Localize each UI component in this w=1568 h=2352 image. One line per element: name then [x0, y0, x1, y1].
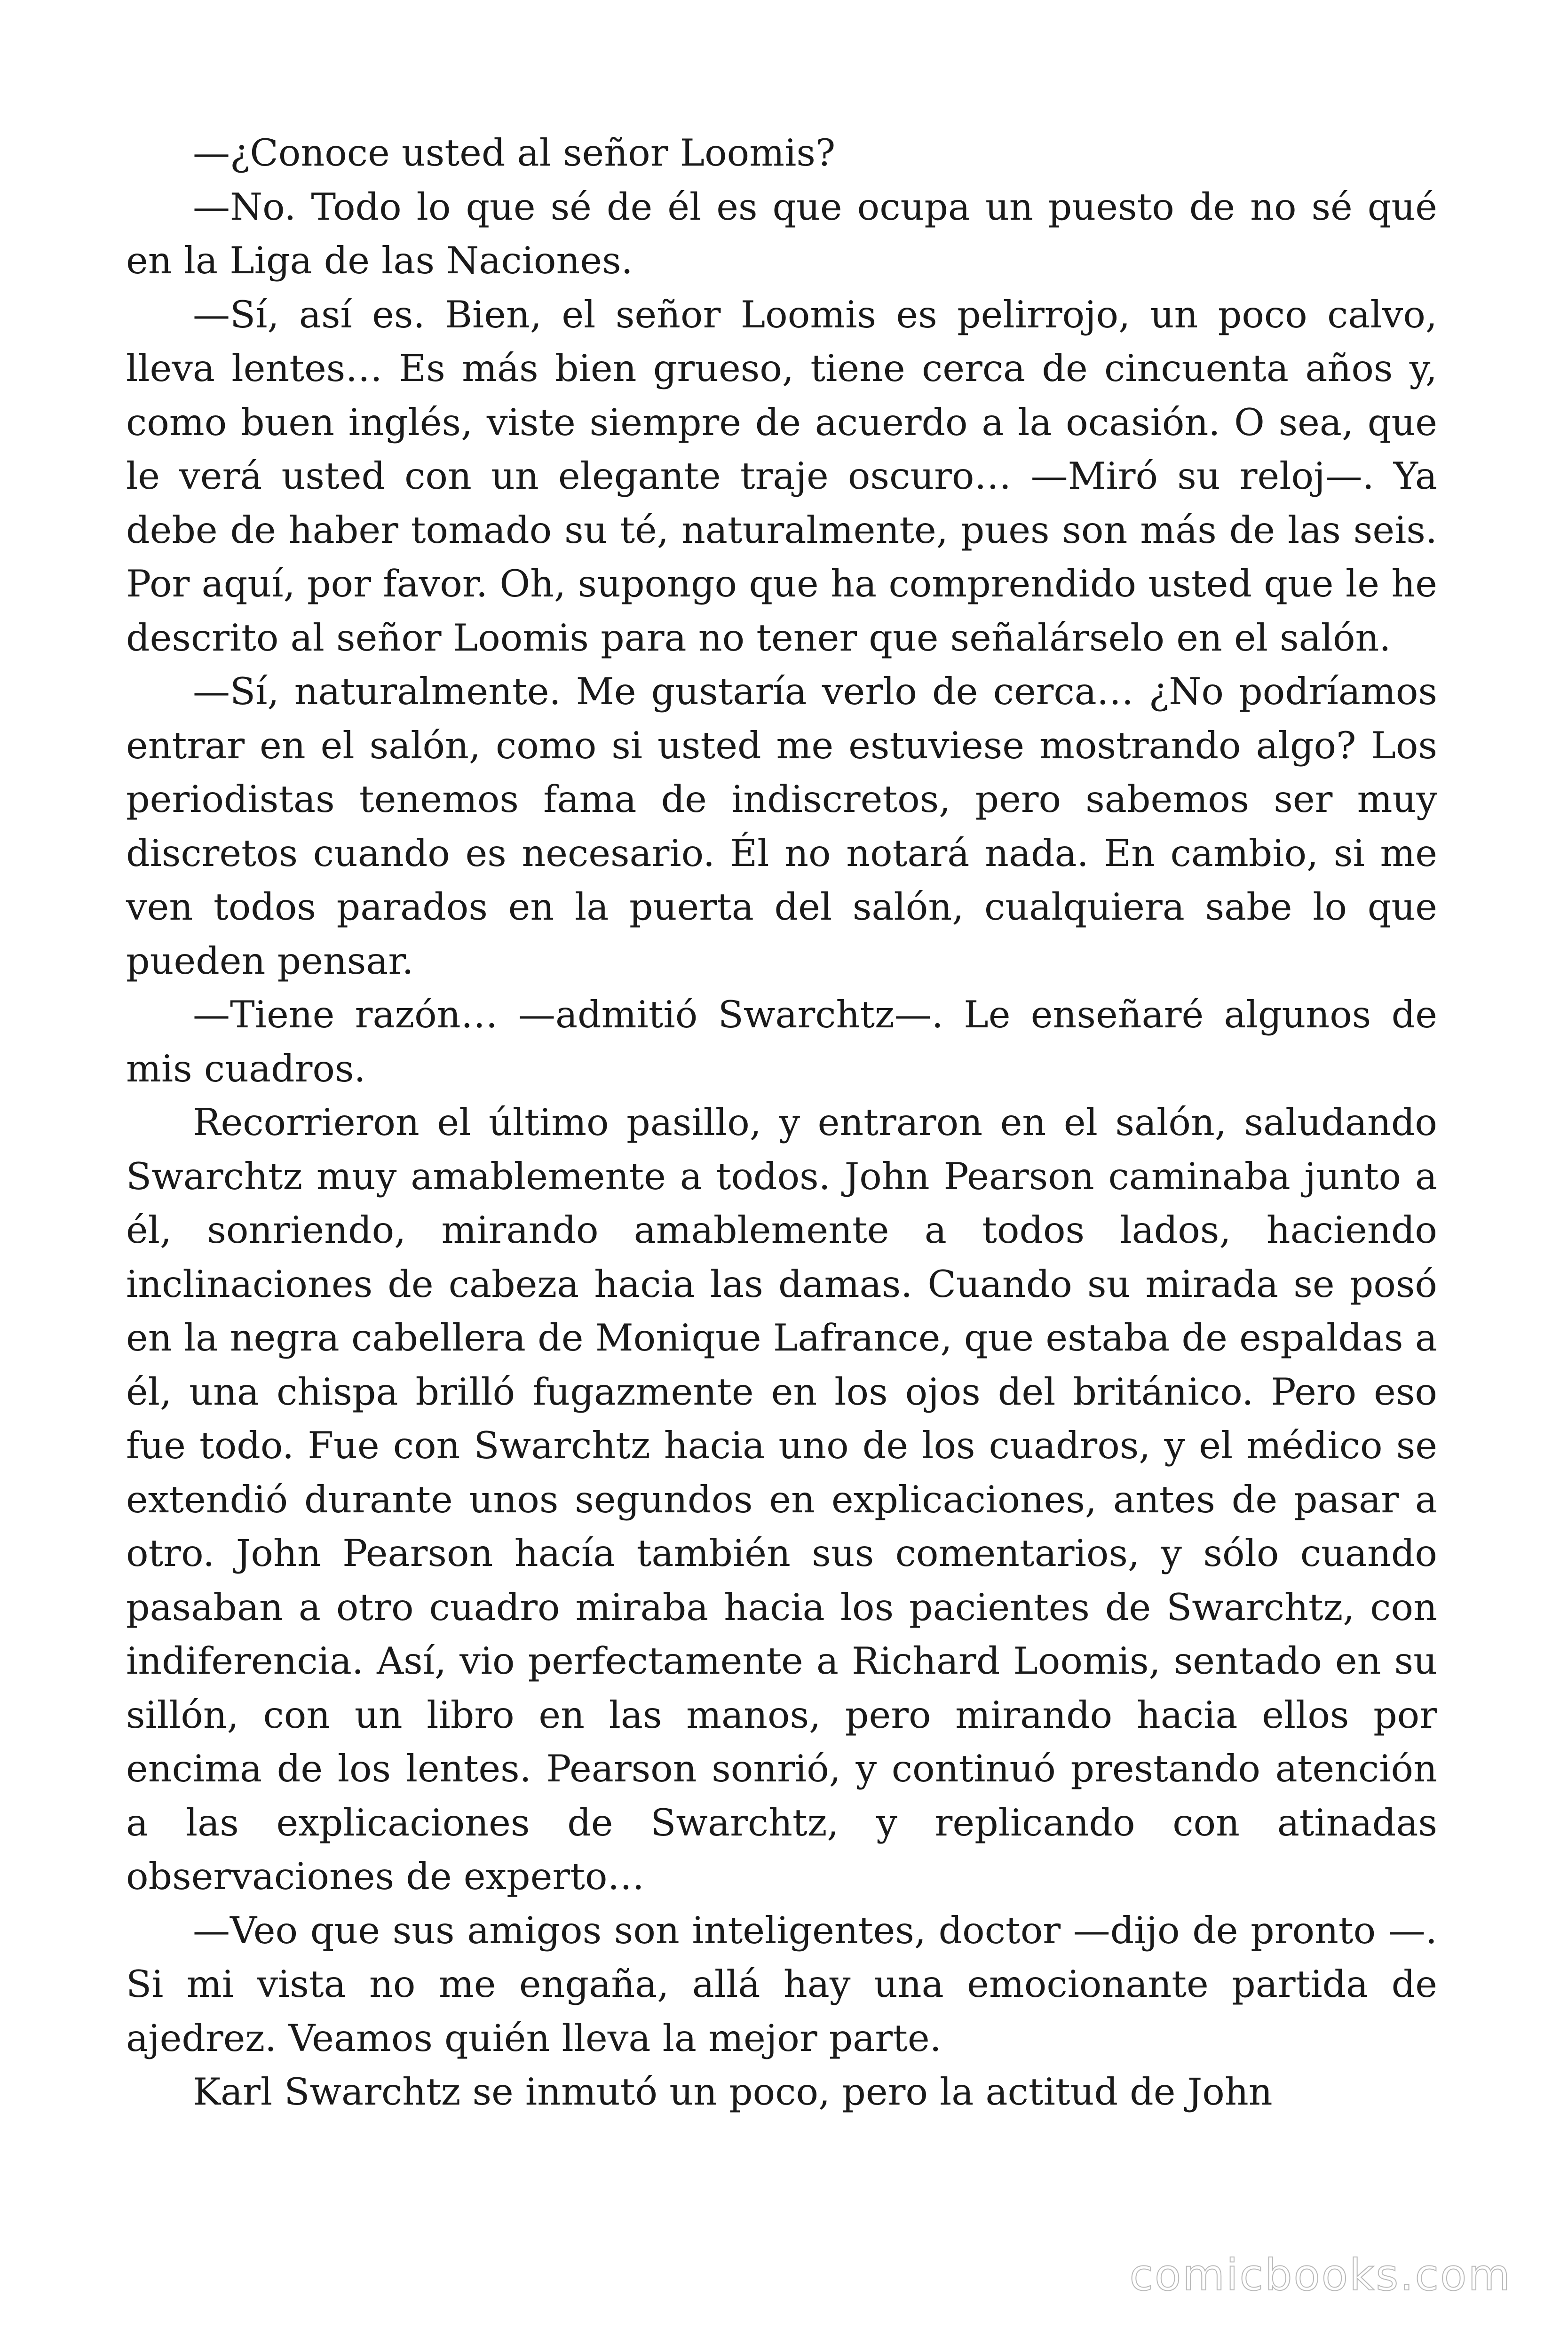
paragraph: —¿Conoce usted al señor Loomis?	[193, 131, 836, 175]
paragraph: —Sí, así es. Bien, el señor Loomis es pelirrojo, un poco calvo, lleva lentes… Es más bien grueso, tiene cerca de cincuenta años y, como buen inglés, viste siempre de acuerdo a la ocasión. O sea, que le verá usted con un elegante traje oscuro… —Miró su reloj—. Ya debe de haber tomado su té, naturalmente, pues son más de las seis. Por aquí, por favor. Oh, supongo que ha comprendido usted que le he descrito al señor Loomis para no tener que señalárselo en el salón.	[126, 293, 1437, 660]
paragraph: —Veo que sus amigos son inteligentes, doctor —dijo de pronto —. Si mi vista no me engaña, allá hay una emocionante partida de ajedrez. Veamos quién lleva la mejor parte.	[126, 1908, 1437, 2060]
paragraph: Recorrieron el último pasillo, y entraron en el salón, saludando Swarchtz muy amablemente a todos. John Pearson caminaba junto a él, sonriendo, mirando amablemente a todos lados, haciendo inclinaciones de cabeza hacia las damas. Cuando su mirada se posó en la negra cabellera de Monique Lafrance, que estaba de espaldas a él, una chispa brilló fugazmente en los ojos del británico. Pero eso fue todo. Fue con Swarchtz hacia uno de los cuadros, y el médico se extendió durante unos segundos en explicaciones, antes de pasar a otro. John Pearson hacía también sus comentarios, y sólo cuando pasaban a otro cuadro miraba hacia los pacientes de Swarchtz, con indiferencia. Así, vio perfectamente a Richard Loomis, sentado en su sillón, con un libro en las manos, pero mirando hacia ellos por encima de los lentes. Pearson sonrió, y continuó prestando atención a las explicaciones de Swarchtz, y replicando con atinadas observaciones de experto…	[126, 1101, 1437, 1898]
body-text	[126, 126, 1437, 2119]
paragraph: —Tiene razón… —admitió Swarchtz—. Le enseñaré algunos de mis cuadros.	[126, 993, 1437, 1090]
watermark: comicbooks.com	[1129, 2250, 1512, 2300]
paragraph: Karl Swarchtz se inmutó un poco, pero la actitud de John	[193, 2070, 1273, 2114]
paragraph: —Sí, naturalmente. Me gustaría verlo de cerca… ¿No podríamos entrar en el salón, como si usted me estuviese mostrando algo? Los periodistas tenemos fama de indiscretos, pero sabemos ser muy discretos cuando es necesario. Él no notará nada. En cambio, si me ven todos parados en la puerta del salón, cualquiera sabe lo que pueden pensar.	[126, 670, 1437, 983]
paragraph: —No. Todo lo que sé de él es que ocupa un puesto de no sé qué en la Liga de las Naciones.	[126, 185, 1437, 282]
